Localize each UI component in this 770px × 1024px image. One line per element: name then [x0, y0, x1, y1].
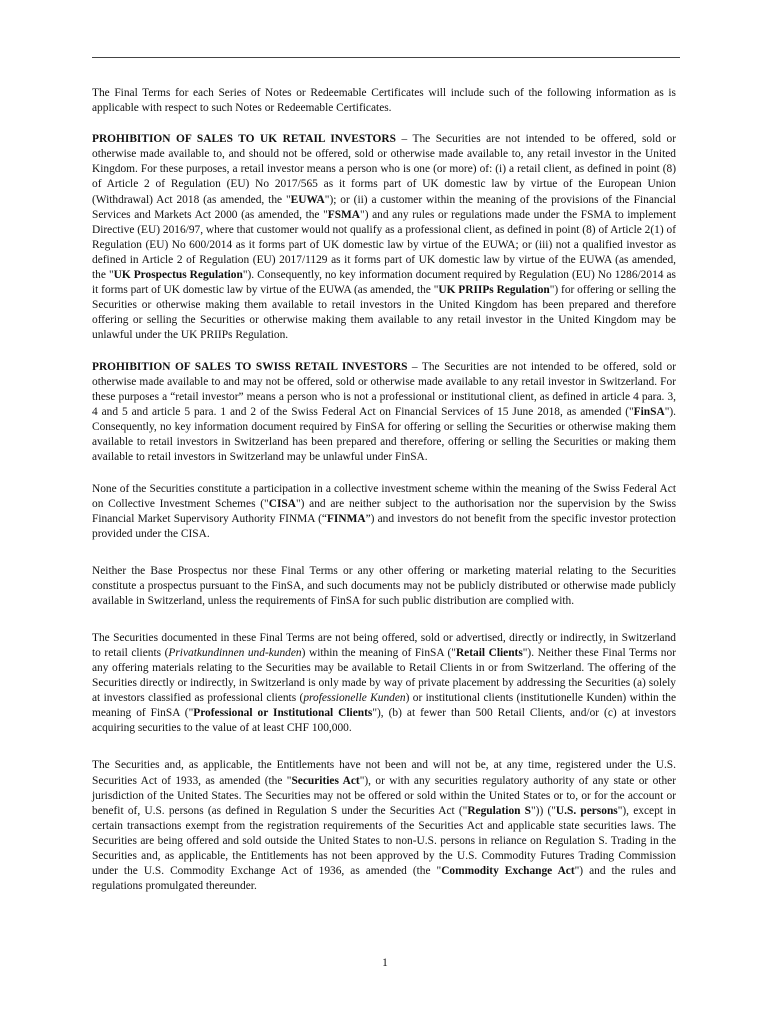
text-run: "). Consequently, no key information document required by Regulation (EU) No 1286/2014 as it forms part of UK domestic law by virtue of the EUWA (as amended, the ": [92, 269, 676, 297]
text-run: – The Securities are not intended to be offered, sold or otherwise made available to, and should not be offered, sold or otherwise made available to, any retail investor in the United Kingdom. For these purposes, a retail investor means a person who is one (or more) of: (i) a retail client, as defined in point (8) of Article 2 of Regulation (EU) No 2017/565 as it forms part of UK domestic law by virtue of the European Union (Withdrawal) Act 2018 (as amended, the ": [92, 133, 676, 206]
italic-term: professionelle Kunden: [303, 692, 406, 705]
paragraph-text: Neither the Base Prospectus nor these Final Terms or any other offering or marketing material relating to the Securities constitute a prospectus pursuant to the FinSA, and such documents may not be publicly distributed or otherwise made publicly available in Switzerland, unless the requirements of FinSA for such public distribution are complied with.: [92, 564, 676, 607]
defined-term: Regulation S: [467, 804, 532, 817]
text-run: ") and the rules and regulations promulgated thereunder.: [92, 865, 676, 893]
defined-term: U.S. persons: [555, 804, 618, 817]
italic-term: Privatkundinnen und-kunden: [168, 646, 302, 659]
text-run: The Securities and, as applicable, the Entitlements have not been and will not be, at any time, registered under the U.S. Securities Act of 1933, as amended (the ": [92, 759, 676, 787]
paragraph-cisa: [92, 482, 676, 542]
defined-term: UK Prospectus Regulation: [113, 269, 243, 282]
text-run: "). Neither these Final Terms nor any offering materials relating to the Securities may be available to Retail Clients in or from Switzerland. The offering of the Securities directly or indirectly, in Switzerland is only made by way of private placement by addressing the Securities (a) solely at investors classified as professional clients (: [92, 646, 676, 705]
text-run: ”) and investors do not benefit from the specific investor protection provided under the CISA.: [92, 513, 676, 541]
defined-term: EUWA: [290, 193, 325, 206]
text-run: None of the Securities constitute a participation in a collective investment scheme within the meaning of the Swiss Federal Act on Collective Investment Schemes (": [92, 483, 676, 511]
paragraph-prospectus-finsa: [92, 564, 676, 609]
defined-term: Professional or Institutional Clients: [193, 707, 373, 720]
document-body: [92, 86, 676, 919]
paragraph-text: The Final Terms for each Series of Notes or Redeemable Certificates will include such of the following information as is applicable with respect to such Notes or Redeemable Certificates.: [92, 87, 676, 115]
defined-term: FSMA: [327, 208, 361, 221]
section-heading: PROHIBITION OF SALES TO SWISS RETAIL INVESTORS: [92, 360, 408, 373]
defined-term: Securities Act: [291, 774, 360, 787]
text-run: ) or institutional clients (institutionelle Kunden) within the meaning of FinSA (": [92, 692, 676, 720]
section-heading: PROHIBITION OF SALES TO UK RETAIL INVESTORS: [92, 133, 396, 146]
header-rule: [92, 57, 680, 58]
text-run: ")) (": [531, 804, 556, 817]
defined-term: Commodity Exchange Act: [441, 865, 575, 878]
paragraph-uk-retail-prohibition: [92, 132, 676, 343]
text-run: The Securities documented in these Final Terms are not being offered, sold or advertised, directly or indirectly, in Switzerland to retail clients (: [92, 631, 676, 659]
text-run: "), except in certain transactions exempt from the registration requirements of the Securities Act and applicable state securities laws. The Securities are being offered and sold outside the United States to non-U.S. persons in reliance on Regulation S. Trading in the Securities and, as applicable, the Entitlements has not been approved by the U.S. Commodity Futures Trading Commission under the U.S. Commodity Exchange Act of 1936, as amended (the ": [92, 804, 676, 878]
paragraph-swiss-offering: [92, 631, 676, 737]
text-run: "), or with any securities regulatory authority of any state or other jurisdiction of the United States. The Securities may not be offered or sold within the United States or to, or for the account or benefit of, U.S. persons (as defined in Regulation S under the Securities Act (": [92, 774, 677, 817]
defined-term: FinSA: [633, 405, 665, 418]
text-run: ") for offering or selling the Securities or otherwise making them available to retail investors in the United Kingdom has been prepared and therefore offering or selling the Securities or otherwise making them available to any retail investor in the United Kingdom may be unlawful under the UK PRIIPs Regulation.: [92, 284, 676, 342]
text-run: ") and any rules or regulations made under the FSMA to implement Directive (EU) 2016/97, where that customer would not qualify as a professional client, as defined in point (8) of Article 2(1) of Regulation (EU) No 600/2014 as it forms part of UK domestic law by virtue of the EUWA; or (iii) not a qualified investor as defined in Article 2 of Regulation (EU) 2017/1129 as it forms part of UK domestic law by virtue of the EUWA (as amended, the ": [92, 208, 676, 282]
text-run: ") and are neither subject to the authorisation nor the supervision by the Swiss Financial Market Supervisory Authority FINMA (“: [92, 498, 676, 526]
page-number: 1: [382, 957, 388, 969]
text-run: "). Consequently, no key information document required by FinSA for offering or selling the Securities or otherwise making them available to retail investors in Switzerland has been prepared and therefore, offering or selling the Securities or making them available to retail investors in Switzerland may be unlawful under FinSA.: [92, 405, 676, 464]
defined-term: UK PRIIPs Regulation: [438, 284, 550, 297]
text-run: "), (b) at fewer than 500 Retail Clients, and/or (c) at investors acquiring securities to the value of at least CHF 100,000.: [92, 707, 677, 735]
text-run: – The Securities are not intended to be offered, sold or otherwise made available to and may not be offered, sold or otherwise made available to any retail investor in Switzerland. For these purposes a “retail investor” means a person who is not a professional or institutional client, as defined in article 4 para. 3, 4 and 5 and article 5 para. 1 and 2 of the Swiss Federal Act on Financial Services of 15 June 2018, as amended (": [92, 360, 676, 418]
defined-term: Retail Clients: [455, 646, 523, 659]
text-run: ) within the meaning of FinSA (": [301, 646, 456, 659]
paragraph-us-securities: [92, 758, 676, 894]
defined-term: FINMA: [326, 513, 366, 526]
paragraph-swiss-retail-prohibition: [92, 360, 676, 466]
paragraph-final-terms-intro: [92, 86, 676, 116]
text-run: "); or (ii) a customer within the meaning of the provisions of the Financial Services and Markets Act 2000 (as amended, the ": [92, 193, 677, 221]
defined-term: CISA: [268, 498, 296, 511]
